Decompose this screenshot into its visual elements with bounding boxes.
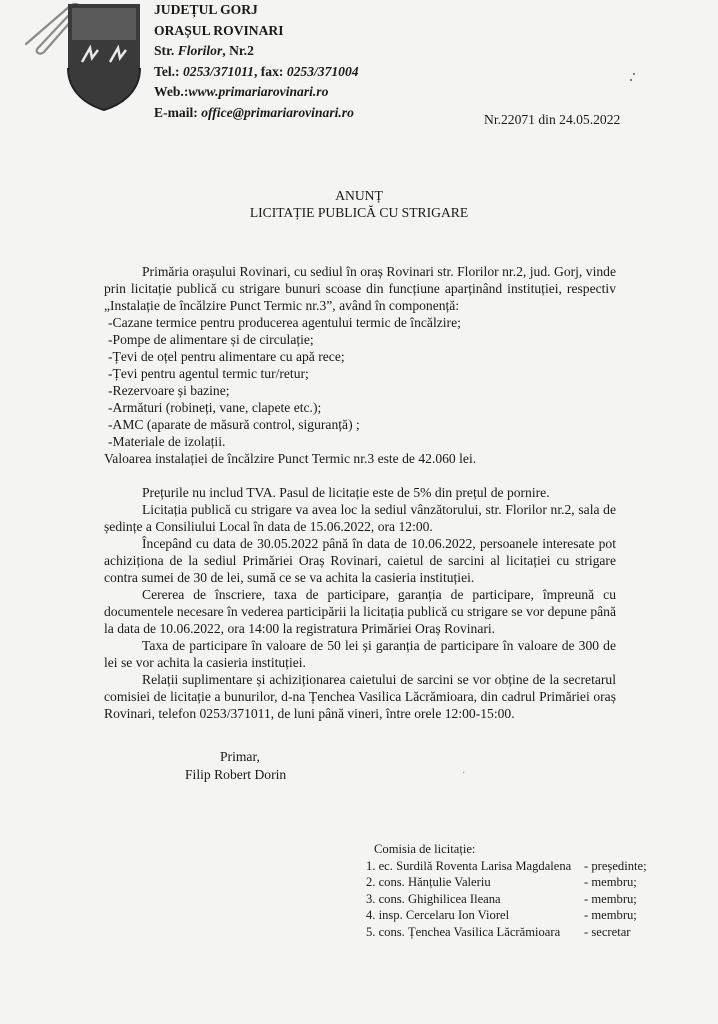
registration-number: Nr.22071 din 24.05.2022: [484, 112, 621, 127]
fax-number: 0253/371004: [286, 63, 359, 79]
member-role: - membru;: [584, 891, 637, 906]
street-address: Str. Florilor, Nr.2: [154, 43, 254, 58]
commission-member: [366, 891, 664, 908]
commission-member: [366, 907, 664, 924]
phone-number: 0253/371011: [182, 63, 254, 79]
speck: [633, 73, 635, 75]
website-link[interactable]: www.primariarovinari.ro: [188, 84, 329, 99]
announcement-body: [104, 263, 616, 722]
component-item: -AMC (aparate de măsură control, siguranță) ;: [108, 417, 360, 432]
email: E-mail: office@primariarovinari.ro: [154, 104, 354, 120]
member-role: - secretar: [584, 924, 631, 939]
member-name: 1. ec. Surdilă Roventa Larisa Magdalena: [366, 858, 572, 873]
coat-of-arms-icon: [62, 0, 146, 112]
component-item: -Cazane termice pentru producerea agentului termic de încălzire;: [108, 315, 461, 330]
letterhead: [154, 0, 474, 123]
signature-name: Filip Robert Dorin: [185, 767, 287, 782]
intro-paragraph: Primăria orașului Rovinari, cu sediul în oraș Rovinari str. Florilor nr.2, jud. Gorj, vinde prin licitație publică cu strigare bunuri scoase din funcțiune aparținând instituției, respectiv „Instalație de încălzire Punct Termic nr.3”, având în componență:: [104, 264, 616, 313]
component-item: -Țevi de oțel pentru alimentare cu apă rece;: [108, 349, 345, 364]
website: Web.:www.primariarovinari.ro: [154, 84, 329, 99]
member-name: 2. cons. Hănțulie Valeriu: [366, 875, 491, 889]
prices-paragraph: Prețurile nu includ TVA. Pasul de licitație este de 5% din prețul de pornire.: [142, 485, 550, 500]
member-role: - membru;: [584, 908, 637, 922]
component-item: -Materiale de izolații.: [108, 434, 226, 449]
fees-paragraph: Taxa de participare în valoare de 50 lei și garanția de participare în valoare de 300 de lei se vor achita la casieria instituției.: [104, 638, 616, 670]
announcement-subtitle: LICITAȚIE PUBLICĂ CU STRIGARE: [249, 205, 469, 220]
commission-member: [366, 858, 664, 875]
commission-list: [366, 841, 664, 940]
registration-paragraph: Cererea de înscriere, taxa de participare, garanția de participare, împreună cu documentele necesare în vederea participării la licitația publică cu strigare se vor depune până la data de 10.06.2022, ora 14:00 la registratura Primăriei Oraș Rovinari.: [104, 587, 616, 636]
info-paragraph: Relații suplimentare și achiziționarea caietului de sarcini se vor obține de la secretarul comisiei de licitație a bunurilor, d-na Țenchea Vasilica Lăcrămioara, din cadrul Primăriei oraș Rovinari, telefon 0253/371011, de luni până vineri, între orele 12:00-15:00.: [104, 672, 616, 721]
signature-title: Primar,: [220, 749, 260, 764]
county-name: JUDEȚUL GORJ: [154, 2, 258, 17]
member-name: 3. cons. Ghighilicea Ileana: [366, 891, 501, 906]
pen-mark: ·: [462, 768, 466, 779]
member-name: 4. insp. Cercelaru Ion Viorel: [366, 908, 510, 922]
component-item: -Pompe de alimentare și de circulație;: [108, 332, 314, 347]
commission-member: [366, 874, 664, 891]
member-role: - președinte;: [584, 858, 647, 873]
component-item: -Armături (robineți, vane, clapete etc.);: [108, 400, 322, 415]
announcement-title: ANUNȚ: [335, 188, 383, 203]
component-item: -Țevi pentru agentul termic tur/retur;: [108, 366, 309, 381]
value-paragraph: Valoarea instalației de încălzire Punct Termic nr.3 este de 42.060 lei.: [104, 451, 477, 466]
member-name: 5. cons. Țenchea Vasilica Lăcrămioara: [366, 924, 561, 939]
purchase-paragraph: Începând cu data de 30.05.2022 până în data de 10.06.2022, persoanele interesate pot achiziționa de la sediul Primăriei Oraș Rovinari, caietul de sarcini al licitației cu strigare contra sumei de 30 de lei, sumă ce se va achita la casieria instituției.: [104, 536, 616, 585]
auction-place-paragraph: Licitația publică cu strigare va avea loc la sediul vânzătorului, str. Florilor nr.2, sala de ședințe a Consiliului Local în data de 15.06.2022, ora 12:00.: [104, 502, 616, 534]
phone-fax: Tel.: 0253/371011, fax: 0253/371004: [154, 63, 359, 79]
component-list: [104, 314, 616, 450]
member-role: - membru;: [584, 875, 637, 889]
commission-heading: Comisia de licitație:: [374, 842, 476, 856]
component-item: -Rezervoare și bazine;: [108, 383, 230, 398]
town-name: ORAȘUL ROVINARI: [154, 22, 284, 38]
commission-members: [366, 858, 664, 941]
speck: [630, 79, 632, 81]
email-link[interactable]: office@primariarovinari.ro: [201, 104, 354, 120]
commission-member: [366, 924, 664, 941]
